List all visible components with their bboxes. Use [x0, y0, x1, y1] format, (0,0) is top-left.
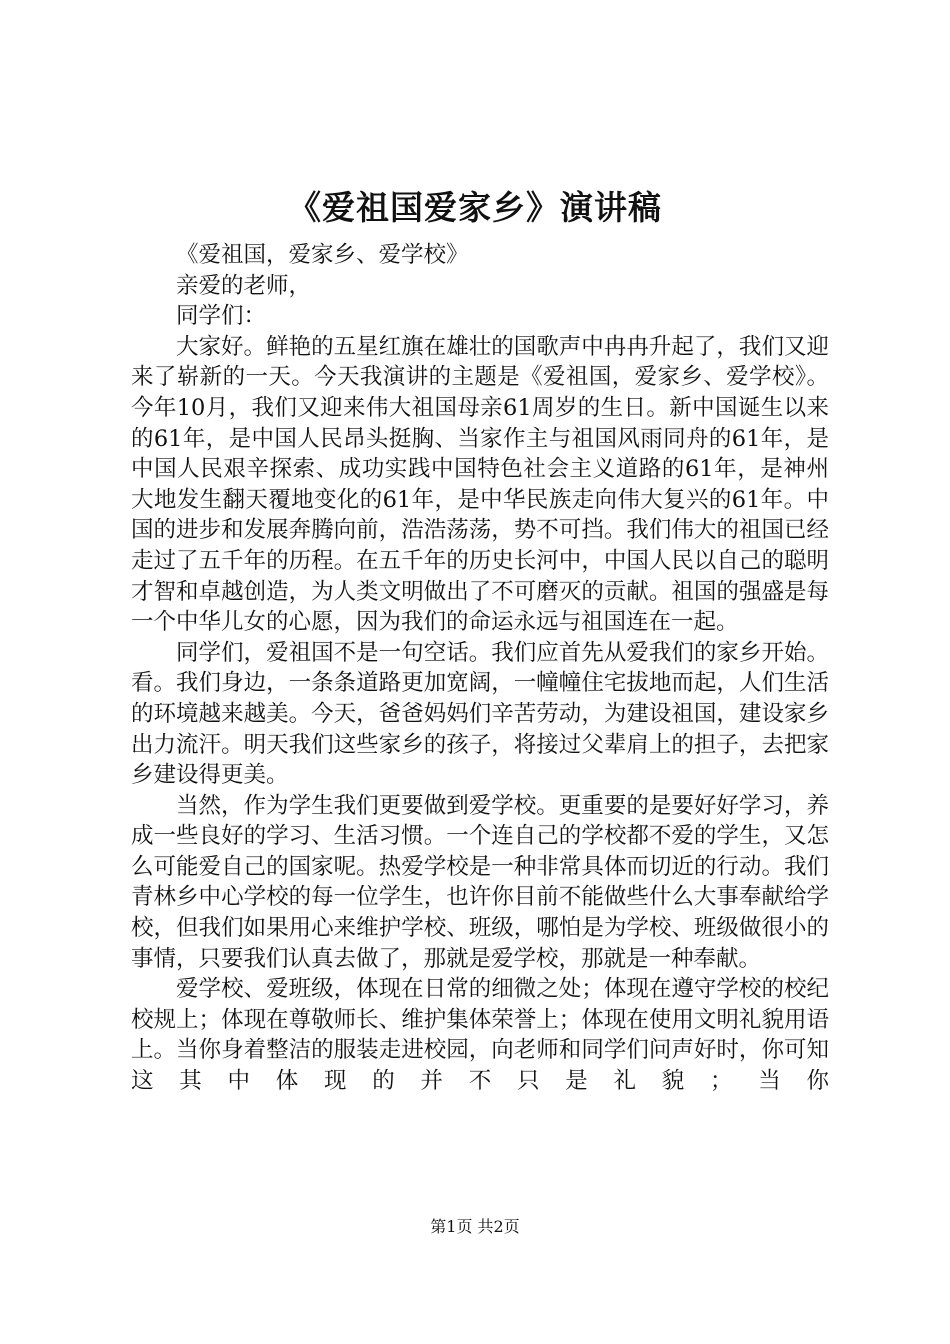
- speech-topic-line: 《爱祖国，爱家乡、爱学校》: [176, 242, 469, 268]
- paragraph-4: 爱学校、爱班级，体现在日常的细微之处；体现在遵守学校的校纪校规上；体现在尊敬师长、维护集体荣誉上；体现在使用文明礼貌用语上。当你身着整洁的服装走进校园，向老师和同学们问声好时，你可知这其中体现的并不只是礼貌；当你: [131, 976, 829, 1095]
- salutation-students: 同学们：: [176, 303, 267, 330]
- document-body: [131, 240, 829, 1097]
- page-number-footer: 第1页 共2页: [430, 1217, 520, 1236]
- paragraph-2: 同学们，爱祖国不是一句空话。我们应首先从爱我们的家乡开始。看。我们身边，一条条道路更加宽阔，一幢幢住宅拔地而起，人们生活的环境越来越美。今天，爸爸妈妈们辛苦劳动，为建设祖国，建设家乡出力流汗。明天我们这些家乡的孩子，将接过父辈肩上的担子，去把家乡建设得更美。: [131, 639, 829, 789]
- paragraph-1: 大家好。鲜艳的五星红旗在雄壮的国歌声中冉冉升起了，我们又迎来了崭新的一天。今天我演讲的主题是《爱祖国，爱家乡、爱学校》。今年10月，我们又迎来伟大祖国母亲61周岁的生日。新中国诞生以来的61年，是中国人民昂头挺胸、当家作主与祖国风雨同舟的61年，是中国人民艰辛探索、成功实践中国特色社会主义道路的61年，是神州大地发生翻天覆地变化的61年，是中华民族走向伟大复兴的61年。中国的进步和发展奔腾向前，浩浩荡荡，势不可挡。我们伟大的祖国已经走过了五千年的历程。在五千年的历史长河中，中国人民以自己的聪明才智和卓越创造，为人类文明做出了不可磨灭的贡献。祖国的强盛是每一个中华儿女的心愿，因为我们的命运永远与祖国连在一起。: [131, 333, 829, 636]
- paragraph-3: 当然，作为学生我们更要做到爱学校。更重要的是要好好学习，养成一些良好的学习、生活习惯。一个连自己的学校都不爱的学生，又怎么可能爱自己的国家呢。热爱学校是一种非常具体而切近的行动。我们青林乡中心学校的每一位学生，也许你目前不能做些什么大事奉献给学校，但我们如果用心来维护学校、班级，哪怕是为学校、班级做很小的事情，只要我们认真去做了，那就是爱学校，那就是一种奉献。: [131, 792, 829, 972]
- document-title: 《爱祖国爱家乡》演讲稿: [288, 188, 662, 227]
- salutation-teachers: 亲爱的老师，: [176, 272, 312, 299]
